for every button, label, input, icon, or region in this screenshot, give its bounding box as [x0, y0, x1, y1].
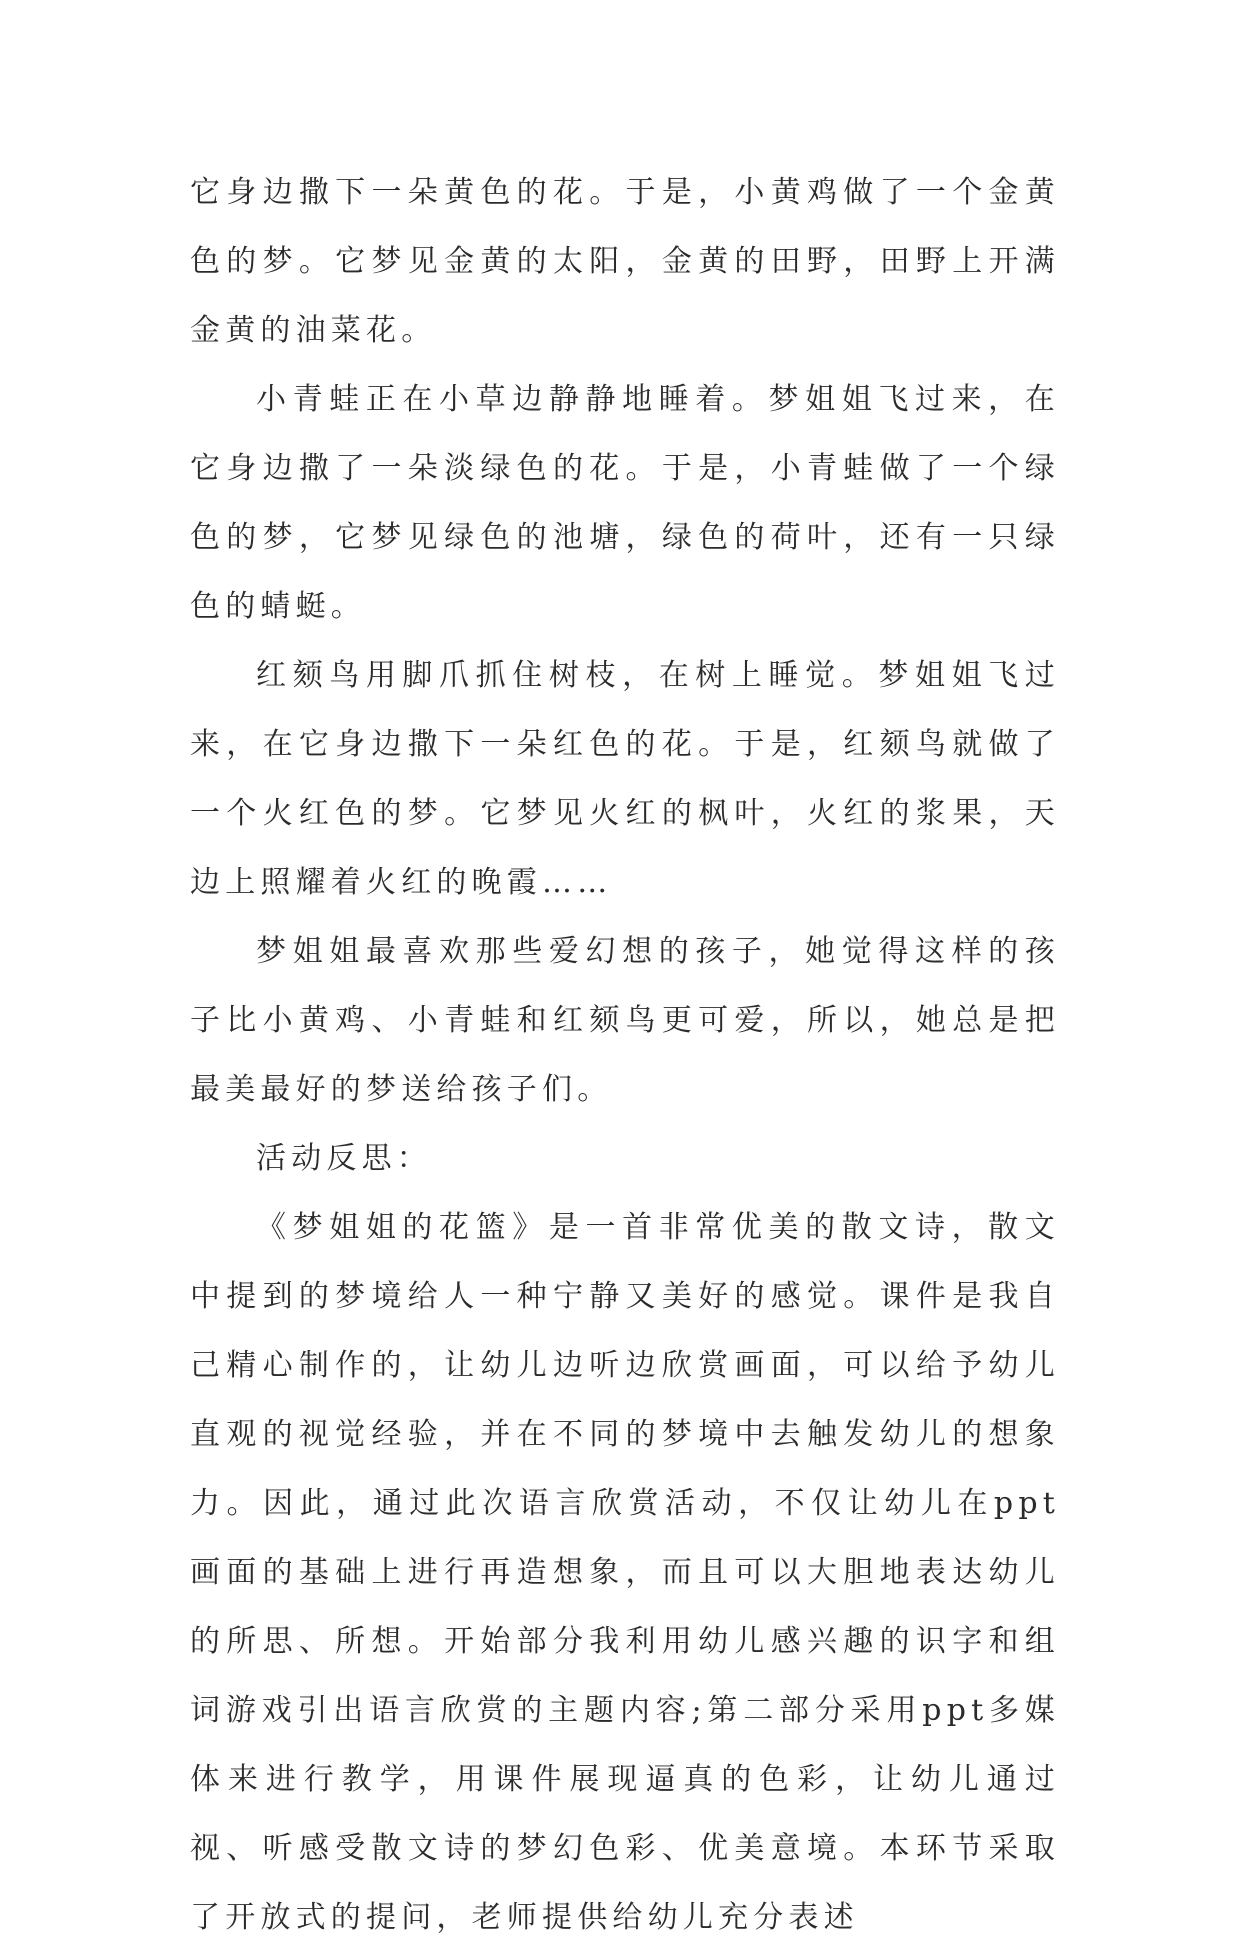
paragraph-1: 它身边撒下一朵黄色的花。于是，小黄鸡做了一个金黄色的梦。它梦见金黄的太阳，金黄的田野，田野上开满金黄的油菜花。	[190, 175, 1060, 348]
paragraph-3: 红颏鸟用脚爪抓住树枝，在树上睡觉。梦姐姐飞过来，在它身边撒下一朵红色的花。于是，红颏鸟就做了一个火红色的梦。它梦见火红的枫叶，火红的浆果，天边上照耀着火红的晚霞……	[190, 658, 1060, 900]
section-heading-reflection: 活动反思：	[256, 1141, 432, 1176]
paragraph-2: 小青蛙正在小草边静静地睡着。梦姐姐飞过来，在它身边撒了一朵淡绿色的花。于是，小青蛙做了一个绿色的梦，它梦见绿色的池塘，绿色的荷叶，还有一只绿色的蜻蜓。	[190, 382, 1060, 624]
paragraph-6: 《梦姐姐的花篮》是一首非常优美的散文诗，散文中提到的梦境给人一种宁静又美好的感觉。课件是我自己精心制作的，让幼儿边听边欣赏画面，可以给予幼儿直观的视觉经验，并在不同的梦境中去触发幼儿的想象力。因此，通过此次语言欣赏活动，不仅让幼儿在ppt画面的基础上进行再造想象，而且可以大胆地表达幼儿的所思、所想。开始部分我利用幼儿感兴趣的识字和组词游戏引出语言欣赏的主题内容;第二部分采用ppt多媒体来进行教学，用课件展现逼真的色彩，让幼儿通过视、听感受散文诗的梦幻色彩、优美意境。本环节采取了开放式的提问，老师提供给幼儿充分表述	[190, 1210, 1060, 1935]
paragraph-4: 梦姐姐最喜欢那些爱幻想的孩子，她觉得这样的孩子比小黄鸡、小青蛙和红颏鸟更可爱，所以，她总是把最美最好的梦送给孩子们。	[190, 934, 1060, 1107]
document-body	[190, 158, 1060, 1952]
